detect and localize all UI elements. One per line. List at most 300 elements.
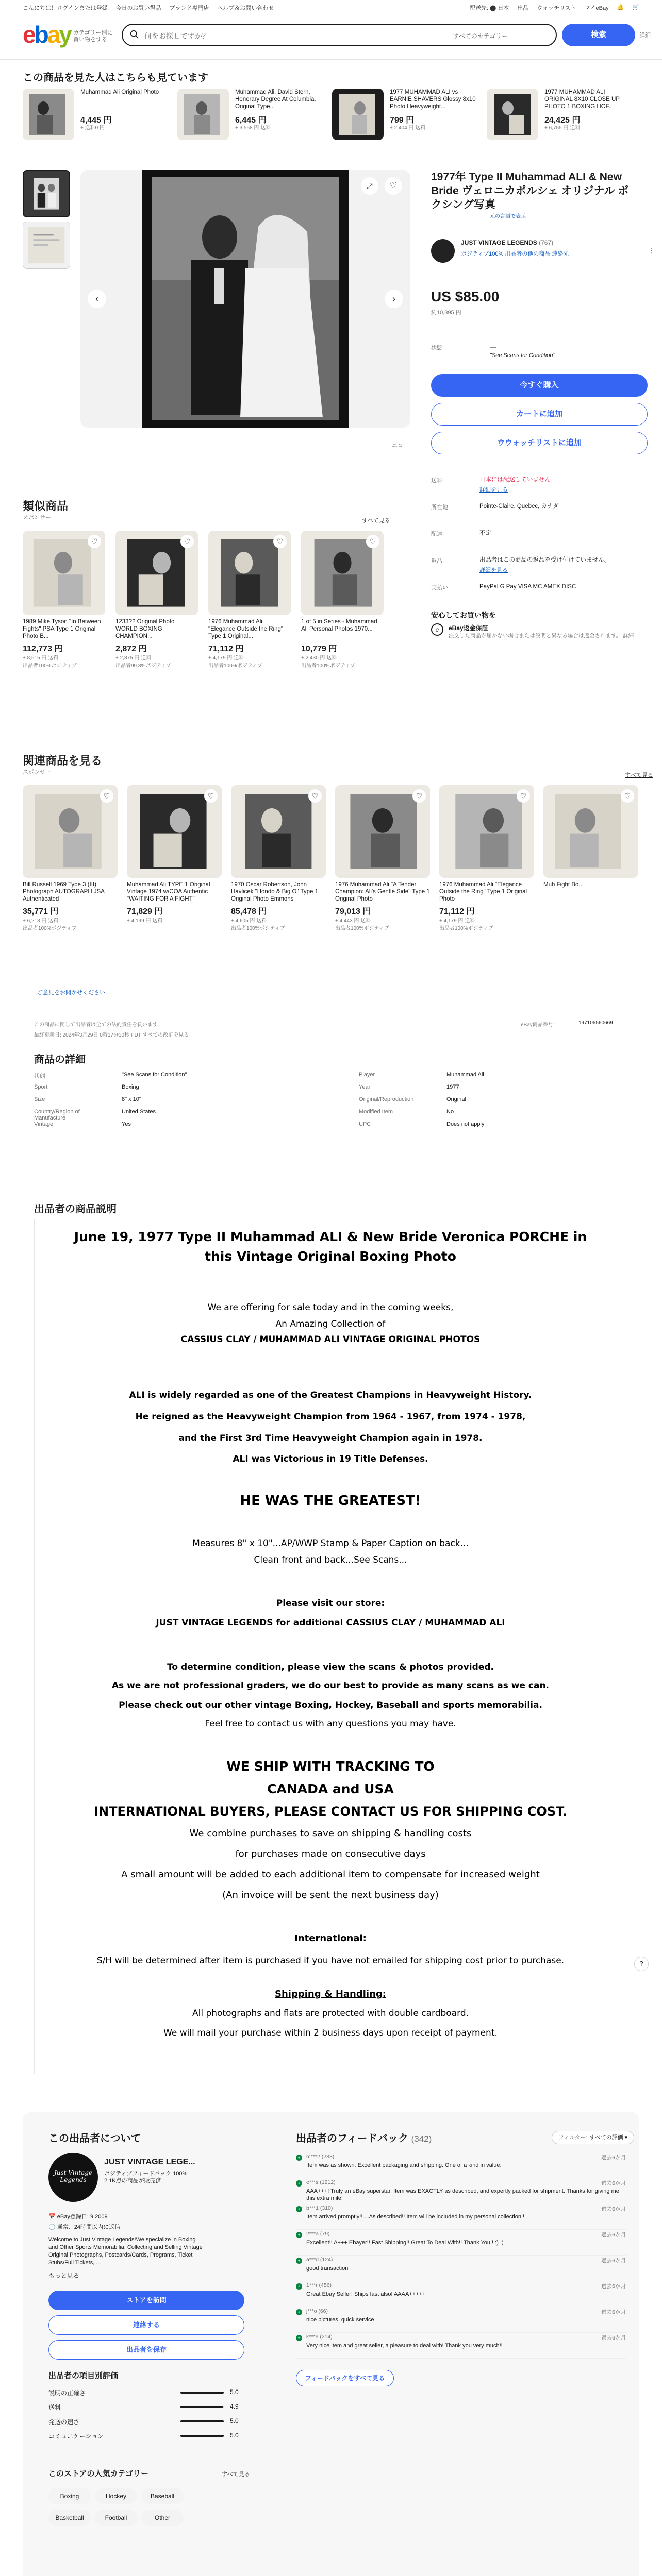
main-image-viewer[interactable] <box>80 170 410 428</box>
item-number: 197106560669 <box>578 1020 613 1026</box>
recent-price: 6,445 円 <box>235 116 267 125</box>
cart-icon[interactable]: 🛒 <box>632 4 639 10</box>
recent-card[interactable] <box>332 89 482 150</box>
similar-seller: 出品者100%ポジティブ <box>301 663 355 669</box>
feedback-user: 1***r (456) <box>306 2282 332 2289</box>
sell-link[interactable]: 出品 <box>517 5 529 11</box>
desc-line: A small amount will be added to each additional item to compensate for increased weight <box>121 1869 540 1880</box>
translated-link[interactable]: 元の言語で表示 <box>490 214 526 219</box>
next-image-icon[interactable]: › <box>385 290 403 308</box>
ship-row-label: 支払い: <box>431 585 450 591</box>
price: US $85.00 <box>431 289 500 304</box>
desc-line: To determine condition, please view the scans & photos provided. <box>167 1662 494 1672</box>
heart-icon[interactable]: ♡ <box>412 789 426 803</box>
feedback-text: Great Ebay Seller! Ships fast also! AAAA+++++ <box>306 2291 426 2297</box>
desc-line: International: <box>294 1933 367 1944</box>
desc-line: Measures 8" x 10"...AP/WWP Stamp & Paper Caption on back... <box>192 1538 469 1549</box>
desc-line: ALI was Victorious in 19 Title Defenses. <box>233 1454 428 1464</box>
similar-card[interactable] <box>23 531 105 669</box>
positive-feedback-icon: + <box>296 2180 302 2187</box>
positive-feedback-icon: + <box>296 2232 302 2238</box>
ship-row-label: 所在地: <box>431 504 450 511</box>
positive-feedback-icon: + <box>296 2258 302 2264</box>
rating-label: コミュニケーション <box>48 2433 104 2440</box>
similar-image[interactable] <box>23 531 105 615</box>
desc-line: Shipping & Handling: <box>275 1989 386 1999</box>
feedback-text: AAA+++! Truly an eBay superstar. Item was EXACTLY as described, and expertly packed for shipment. Thanks for giving me this extra mile! <box>306 2188 619 2201</box>
store-category-chip[interactable]: Basketball <box>48 2510 91 2526</box>
filter-value: すべての評価 <box>589 2134 623 2141</box>
search-category-select[interactable]: すべてのカテゴリー <box>453 32 508 40</box>
similar-shipping: + 2,875 円 送料 <box>115 655 152 661</box>
feedback-text: Excellent!! A+++ Ebayer!! Fast Shipping!! Great To Deal With!! Thank You!! :) :) <box>306 2240 504 2246</box>
heart-icon[interactable]: ♡ <box>517 789 530 803</box>
feedback-user: b***1 (310) <box>306 2205 333 2211</box>
related-image[interactable] <box>335 785 430 878</box>
detail-key: Country/Region of Manufacture <box>34 1109 80 1121</box>
heart-icon[interactable]: ♡ <box>366 535 379 548</box>
feedback-time: 過去6か月 <box>601 2232 626 2238</box>
detail-value: United States <box>122 1109 156 1115</box>
seller-more-link[interactable]: もっと見る <box>48 2272 80 2279</box>
feedback-title-text: 出品者のフィードバック <box>296 2133 408 2144</box>
detail-value: Muhammad Ali <box>446 1072 484 1078</box>
desc-line: Feel free to contact us with any questions you may have. <box>205 1719 456 1729</box>
recent-title: この商品を見た人はこちらも見ています <box>23 72 208 83</box>
heart-icon[interactable]: ♡ <box>100 789 113 803</box>
recent-price: 799 円 <box>390 116 415 125</box>
related-shipping: + 4,443 円 送料 <box>335 918 371 924</box>
header <box>0 13 662 60</box>
desc-heading: June 19, 1977 Type II Muhammad ALI & New Bride Veronica PORCHE in this Vintage Original Boxing Photo <box>74 1229 587 1264</box>
feedback-item <box>296 2179 626 2204</box>
related-image[interactable] <box>127 785 222 878</box>
cats-see-all[interactable]: すべて見る <box>222 2471 250 2478</box>
similar-price: 71,112 円 <box>208 645 244 653</box>
desc-line: Please visit our store: <box>276 1598 385 1608</box>
recent-shipping: + 3,558 円 送料 <box>235 125 271 131</box>
desc-line: As we are not professional graders, we do our best to provide as many scans as we can. <box>111 1681 550 1691</box>
feedback-text: good transaction <box>306 2265 349 2272</box>
ship-to-label: 配送先: <box>469 5 488 11</box>
positive-feedback-icon: + <box>296 2335 302 2341</box>
heart-icon[interactable]: ♡ <box>88 535 101 548</box>
myebay-link[interactable]: マイeBay <box>584 5 609 11</box>
ship-country: 日本 <box>498 5 509 11</box>
listing-title: 1977年 Type II Muhammad ALI & New Bride ヴェロニカポルシェ オリジナル ボクシング写真 <box>431 171 629 211</box>
rating-bar-fill <box>180 2420 224 2422</box>
related-title: 関連商品を見る <box>23 754 103 767</box>
see-all-feedback-button[interactable]: フィードバックをすべて見る <box>296 2370 394 2386</box>
similar-card[interactable] <box>115 531 198 669</box>
store-category-chip[interactable]: Hockey <box>95 2488 137 2504</box>
product-photo <box>332 89 384 140</box>
similar-seller: 出品者100%ポジティブ <box>208 663 262 669</box>
seller-links[interactable]: 出品者の他の商品 連絡先 <box>505 251 569 257</box>
category-menu-button[interactable]: カテゴリー別に買い物をする <box>73 30 113 43</box>
store-category-chip[interactable]: Other <box>141 2510 184 2526</box>
feedback-user: e***s (1212) <box>306 2179 336 2185</box>
seller-name[interactable] <box>461 239 553 246</box>
detail-value: Boxing <box>122 1084 139 1090</box>
cats-title: このストアの人気カテゴリー <box>48 2469 148 2478</box>
ship-row-label: 送料: <box>431 478 444 484</box>
related-see-all[interactable]: すべて見る <box>625 772 653 778</box>
related-title[interactable]: Muhammad Ali TYPE 1 Original Vintage 1974 w/COA Authentic "WAITING FOR A FIGHT" <box>127 882 210 902</box>
detail-key: Year <box>359 1084 371 1090</box>
related-card[interactable] <box>127 785 222 925</box>
related-price: 71,829 円 <box>127 907 163 916</box>
help-icon[interactable]: ? <box>634 1957 649 1971</box>
feedback-user: j***o (66) <box>306 2308 328 2314</box>
related-seller: 出品者100%ポジティブ <box>231 926 285 931</box>
main-photo <box>142 170 349 428</box>
detail-value: 1977 <box>446 1084 459 1090</box>
watchlist-link[interactable]: ウォッチリスト <box>537 5 576 11</box>
similar-shipping: + 8,515 円 送料 <box>23 655 59 661</box>
rating-bar <box>180 2435 224 2437</box>
save-seller-button[interactable]: 出品者を保存 <box>48 2340 244 2360</box>
condition-label: 状態: <box>431 345 444 351</box>
desc-line: JUST VINTAGE LEGENDS for additional CASSIUS CLAY / MUHAMMAD ALI <box>156 1618 505 1628</box>
related-price: 71,112 円 <box>439 907 475 916</box>
ship-row-value: Pointe-Claire, Quebec, カナダ <box>479 503 559 510</box>
favorite-heart-icon[interactable]: ♡ <box>385 177 402 195</box>
item-updated: 最終更新日: 2024年3月29日 0時37分30秒 PDT すべての改訂を見る <box>34 1032 189 1038</box>
related-seller: 出品者100%ポジティブ <box>439 926 493 931</box>
detail-value: No <box>446 1109 454 1115</box>
recent-shipping: + 送料0 円 <box>80 125 105 131</box>
similar-title[interactable]: 1976 Muhammad Ali "Elegance Outside the Ring" Type 1 Original... <box>208 619 283 639</box>
desc-line: CASSIUS CLAY / MUHAMMAD ALI VINTAGE ORIGINAL PHOTOS <box>180 1334 481 1345</box>
desc-line: HE WAS THE GREATEST! <box>240 1493 421 1509</box>
feedback-text: Item arrived promptly!!....As described!! Item will be included in my personal collection!! <box>306 2214 525 2220</box>
similar-title[interactable]: 1233?? Original Photo WORLD BOXING CHAMPION... <box>115 619 175 639</box>
ebay-logo[interactable] <box>23 23 71 46</box>
flag-icon: ⬤ <box>490 5 496 11</box>
feedback-text: Very nice item and great seller, a pleasure to deal with! Thank you very much!! <box>306 2343 503 2349</box>
advanced-search-link[interactable]: 詳細 <box>639 32 651 39</box>
desc-line: We combine purchases to save on shipping & handling costs <box>189 1828 472 1839</box>
thumbnail-1[interactable] <box>23 170 70 217</box>
feedback-user: 2***a (79) <box>306 2231 330 2237</box>
visit-store-button[interactable]: ストアを訪問 <box>48 2291 244 2310</box>
similar-shipping: + 4,179 円 送料 <box>208 655 244 661</box>
related-price: 35,771 円 <box>23 907 59 916</box>
related-card[interactable] <box>335 785 430 932</box>
seller-desc: Welcome to Just Vintage Legends!We specialize in Boxing and Other Sports Memorabilia. Collecting and Selling Vintage Original Photographs, Postcards/Cards, Programs, Ticket Stubs/Full Tickets, ... <box>48 2236 203 2266</box>
related-card[interactable] <box>543 785 638 905</box>
detail-key: Modified Item <box>359 1109 393 1115</box>
rating-bar <box>180 2420 224 2422</box>
rating-label: 説明の正確さ <box>48 2389 86 2397</box>
feedback-item <box>296 2231 626 2256</box>
expand-icon[interactable]: ⤢ <box>361 177 378 195</box>
detail-value: Original <box>446 1096 466 1103</box>
recent-image[interactable] <box>177 89 229 140</box>
related-card[interactable] <box>439 785 534 932</box>
related-image[interactable] <box>23 785 118 878</box>
desc-line: All photographs and flats are protected with double cardboard. <box>192 2008 469 2019</box>
desc-line: Clean front and back...See Scans... <box>254 1555 407 1565</box>
related-title[interactable]: 1970 Oscar Robertson, John Havlicek "Hondo & Big O" Type 1 Original Photo Emmons <box>231 882 319 902</box>
related-title[interactable]: 1976 Muhammad Ali "Elegance Outside the Ring" Type 1 Original Photo <box>439 882 527 902</box>
prev-image-icon[interactable]: ‹ <box>88 290 106 308</box>
search-input[interactable]: 何をお探しですか？ <box>144 32 209 40</box>
recent-title[interactable]: Muhammad Ali, David Stern, Honorary Degree At Columbia, Original Type... <box>235 89 316 110</box>
similar-shipping: + 2,430 円 送料 <box>301 655 337 661</box>
more-icon[interactable]: ⋮ <box>648 246 655 255</box>
brand-link[interactable]: ブランド専門店 <box>169 5 209 11</box>
related-seller: 出品者100%ポジティブ <box>23 926 77 931</box>
detail-value: 8" x 10" <box>122 1096 141 1103</box>
positive-feedback-icon: + <box>296 2206 302 2212</box>
related-shipping: + 4,605 円 送料 <box>231 918 267 924</box>
similar-card[interactable] <box>208 531 291 669</box>
seller-count: (767) <box>539 239 554 246</box>
related-image[interactable] <box>439 785 534 878</box>
description-title: 出品者の商品説明 <box>34 1204 117 1215</box>
desc-line: We will mail your purchase within 2 business days upon receipt of payment. <box>163 2028 498 2038</box>
similar-image[interactable] <box>115 531 198 615</box>
rating-bar-fill <box>180 2406 223 2408</box>
similar-seller: 出品者99.8%ポジティブ <box>115 663 171 669</box>
feedback-text: nice pictures, quick service <box>306 2317 374 2323</box>
product-photo <box>487 89 538 140</box>
similar-see-all[interactable]: すべて見る <box>362 518 390 524</box>
ship-row-link[interactable]: 詳細を見る <box>479 567 508 573</box>
feedback-title <box>296 2130 432 2145</box>
rating-bar-fill <box>180 2435 224 2437</box>
feedback-item <box>296 2257 626 2281</box>
view-count: ニコ <box>392 443 403 449</box>
feedback-item <box>296 2334 626 2359</box>
guarantee-text: eBay返金保証 <box>449 624 488 632</box>
related-image[interactable] <box>231 785 326 878</box>
similar-image[interactable] <box>208 531 291 615</box>
related-title[interactable]: 1976 Muhammad Ali "A Tender Champion: Ali's Gentle Side" Type 1 Original Photo <box>335 882 430 902</box>
feedback-time: 過去6か月 <box>601 2283 626 2290</box>
related-card[interactable] <box>231 785 326 932</box>
ship-row-link[interactable]: 詳細を見る <box>479 487 508 493</box>
ship-row-value: PayPal G Pay VISA MC AMEX DISC <box>479 584 576 590</box>
logo-a: a <box>47 21 59 48</box>
ship-to[interactable] <box>470 4 509 12</box>
filter-label: フィルター: <box>558 2134 588 2141</box>
feedback-time: 過去6か月 <box>601 2309 626 2315</box>
feedback-time: 過去6か月 <box>601 2258 626 2264</box>
price-jpy: 約10,395 円 <box>431 310 461 316</box>
detail-key: Player <box>359 1072 375 1078</box>
add-to-cart-button[interactable]: カートに追加 <box>431 403 648 426</box>
recent-card[interactable] <box>177 89 327 150</box>
seller-member-text: eBay登録日: 9 2009 <box>57 2214 108 2220</box>
detail-value: Does not apply <box>446 1121 485 1127</box>
search-icon <box>130 30 139 39</box>
desc-line: for purchases made on consecutive days <box>235 1849 426 1859</box>
recent-image[interactable] <box>23 89 74 140</box>
related-price: 79,013 円 <box>335 907 371 916</box>
similar-price: 112,773 円 <box>23 645 63 653</box>
rating-label: 発送の速さ <box>48 2418 80 2426</box>
logo-y: y <box>59 21 71 48</box>
search-button[interactable]: 検索 <box>562 24 635 46</box>
feedback-user: k***e (214) <box>306 2334 333 2340</box>
feedback-time: 過去6か月 <box>601 2335 626 2341</box>
buy-now-button[interactable]: 今すぐ購入 <box>431 374 648 397</box>
help-link[interactable]: ヘルプ＆お問い合わせ <box>217 5 274 11</box>
desc-line: INTERNATIONAL BUYERS, PLEASE CONTACT US FOR SHIPPING COST. <box>94 1804 567 1819</box>
rating-value: 5.0 <box>230 2417 239 2425</box>
greeting-link[interactable]: こんにちは！ログインまたは登録 <box>23 5 108 11</box>
related-shipping: + 6,213 円 送料 <box>23 918 59 924</box>
seller-box-title: この出品者について <box>48 2133 141 2144</box>
store-category-chip[interactable]: Boxing <box>48 2488 91 2504</box>
related-sponsor: スポンサー <box>23 769 51 775</box>
recent-title[interactable]: Muhammad Ali Original Photo <box>80 89 159 95</box>
positive-feedback-icon: + <box>296 2155 302 2161</box>
deals-link[interactable]: 今日のお買い得品 <box>115 5 161 11</box>
feedback-item <box>296 2282 626 2307</box>
desc-line: Please check out our other vintage Boxing, Hockey, Baseball and sports memorabilia. <box>119 1700 542 1710</box>
ratings-title: 出品者の項目別評価 <box>48 2371 119 2380</box>
seller-positive[interactable] <box>461 249 569 258</box>
detail-key: Original/Reproduction <box>359 1096 414 1103</box>
similar-price: 10,779 円 <box>301 645 337 653</box>
similar-card[interactable] <box>301 531 384 669</box>
related-price: 85,478 円 <box>231 907 267 916</box>
similar-image[interactable] <box>301 531 384 615</box>
thumbnail-photo <box>24 171 69 216</box>
similar-sponsor: スポンサー <box>23 515 51 521</box>
recent-card[interactable] <box>487 89 636 150</box>
thumbnail-2[interactable] <box>23 222 70 269</box>
detail-key: UPC <box>359 1121 371 1127</box>
ship-row-label: 配達: <box>431 531 444 537</box>
related-title[interactable]: Bill Russell 1969 Type 3 (III) Photograph AUTOGRAPH JSA Authenticated <box>23 882 105 902</box>
seller-reply: 🕘 通常、24時間以内に返信 <box>48 2224 121 2230</box>
heart-icon[interactable]: ♡ <box>308 789 322 803</box>
seller-pos-text: ポジティブ100% <box>461 251 504 257</box>
related-image[interactable] <box>543 785 638 878</box>
related-shipping: + 4,179 円 送料 <box>439 918 475 924</box>
guarantee-title: 安心してお買い物を <box>431 611 496 619</box>
heart-icon[interactable]: ♡ <box>180 535 194 548</box>
related-seller: 出品者100%ポジティブ <box>335 926 389 931</box>
desc-line: ALI is widely regarded as one of the Greatest Champions in Heavyweight History. <box>129 1390 532 1400</box>
thumbnail-photo-back <box>23 222 70 268</box>
ship-row-label: 返品: <box>431 558 444 564</box>
desc-line: We are offering for sale today and in the coming weeks, <box>207 1302 454 1313</box>
logo-b: b <box>34 21 47 48</box>
recent-shipping: + 2,404 円 送料 <box>390 125 426 131</box>
ship-row-value: 日本には配送していません <box>479 477 551 483</box>
seller-box-name[interactable]: JUST VINTAGE LEGE... <box>104 2158 195 2166</box>
desc-line: An Amazing Collection of <box>275 1319 386 1329</box>
feedback-item <box>296 2205 626 2230</box>
related-card[interactable] <box>23 785 118 932</box>
rating-value: 5.0 <box>230 2432 239 2439</box>
condition-value: — <box>490 343 496 350</box>
product-photo <box>177 89 229 140</box>
desc-line: S/H will be determined after item is purchased if you have not emailed for shipping cost prior to purchase. <box>96 1956 565 1966</box>
ship-row-value: 出品者はこの商品の返品を受け付けていません。 <box>479 557 610 563</box>
heart-icon[interactable]: ♡ <box>273 535 287 548</box>
feedback-user: m***2 (283) <box>306 2154 335 2160</box>
feedback-time: 過去6か月 <box>601 2155 626 2161</box>
seller-avatar[interactable] <box>431 239 455 263</box>
details-title: 商品の詳細 <box>34 1054 86 1065</box>
recent-price: 4,445 円 <box>80 116 112 125</box>
search-box[interactable] <box>122 24 557 46</box>
similar-seller: 出品者100%ポジティブ <box>23 663 77 669</box>
heart-icon[interactable]: ♡ <box>204 789 218 803</box>
item-meta-left: この商品に関して出品者は全ての法的責任を負います <box>34 1022 158 1028</box>
similar-title: 類似商品 <box>23 500 69 513</box>
seller-member: 📅 eBay登録日: 9 2009 <box>48 2214 108 2220</box>
store-category-chip[interactable]: Football <box>95 2510 137 2526</box>
rating-bar <box>180 2406 224 2408</box>
recent-price: 24,425 円 <box>544 116 581 125</box>
recent-image[interactable] <box>332 89 384 140</box>
related-shipping: + 4,199 円 送料 <box>127 918 163 924</box>
detail-value: Yes <box>122 1121 131 1127</box>
feedback-user: a***d (124) <box>306 2257 333 2263</box>
recent-shipping: + 6,755 円 送料 <box>544 125 581 131</box>
similar-price: 2,872 円 <box>115 645 147 653</box>
desc-line: and the First 3rd Time Heavyweight Champion again in 1978. <box>178 1433 483 1444</box>
guarantee-icon: e <box>431 623 443 636</box>
seller-logo[interactable]: Just Vintage Legends <box>48 2153 98 2202</box>
detail-key: Vintage <box>34 1121 54 1127</box>
feedback-item <box>296 2154 626 2178</box>
recent-title[interactable]: 1977 MUHAMMAD ALI vs EARNIE SHAVERS Glossy 8x10 Photo Heavyweight... <box>390 89 476 110</box>
product-photo <box>23 89 74 140</box>
feedback-item <box>296 2308 626 2333</box>
detail-key: Sport <box>34 1084 48 1090</box>
feedback-time: 過去6か月 <box>601 2206 626 2212</box>
store-category-chip[interactable]: Baseball <box>141 2488 184 2504</box>
recent-title[interactable]: 1977 MUHAMMAD ALI ORIGINAL 8X10 CLOSE UP PHOTO 1 BOXING HOF... <box>544 89 620 110</box>
heart-icon[interactable]: ♡ <box>621 789 634 803</box>
related-title[interactable]: Muh Fight Bo... <box>543 882 584 888</box>
rating-bar <box>180 2392 224 2394</box>
contact-seller-button[interactable]: 連絡する <box>48 2315 244 2335</box>
recent-image[interactable] <box>487 89 538 140</box>
bell-icon[interactable]: 🔔 <box>617 4 624 10</box>
feedback-filter-select[interactable]: フィルター: すべての評価 ▾ <box>552 2131 634 2144</box>
detail-value: "See Scans for Condition" <box>122 1072 187 1078</box>
add-to-watchlist-button[interactable]: ウウォッチリストに追加 <box>431 432 648 454</box>
desc-line: CANADA and USA <box>267 1782 394 1797</box>
detail-key: 状態 <box>34 1073 45 1079</box>
rating-bar-fill <box>180 2392 224 2394</box>
feedback-count: (342) <box>411 2134 432 2144</box>
logo-e: e <box>23 21 35 48</box>
desc-line: He reigned as the Heavyweight Champion from 1964 - 1967, from 1974 - 1978, <box>135 1412 526 1422</box>
similar-title[interactable]: 1989 Mike Tyson "In Between Fights" PSA Type 1 Original Photo B... <box>23 619 101 639</box>
condition-note: "See Scans for Condition" <box>490 352 555 359</box>
similar-title[interactable]: 1 of 5 in Series - Muhammad Ali Personal Photos 1970... <box>301 619 377 632</box>
recent-card[interactable] <box>23 89 172 150</box>
feedback-time: 過去6か月 <box>601 2180 626 2187</box>
description-frame <box>34 1219 640 2074</box>
feedback-text: Item was as shown. Excellent packaging and shipping. One of a kind in value. <box>306 2162 502 2168</box>
positive-feedback-icon: + <box>296 2309 302 2315</box>
guarantee-sub: 注文した商品が届かない場合または説明と異なる場合は返金されます。 詳細 <box>449 633 634 639</box>
feedback-link[interactable]: ご意見をお聞かせください <box>37 990 105 996</box>
ship-row-value: 不定 <box>479 530 491 536</box>
